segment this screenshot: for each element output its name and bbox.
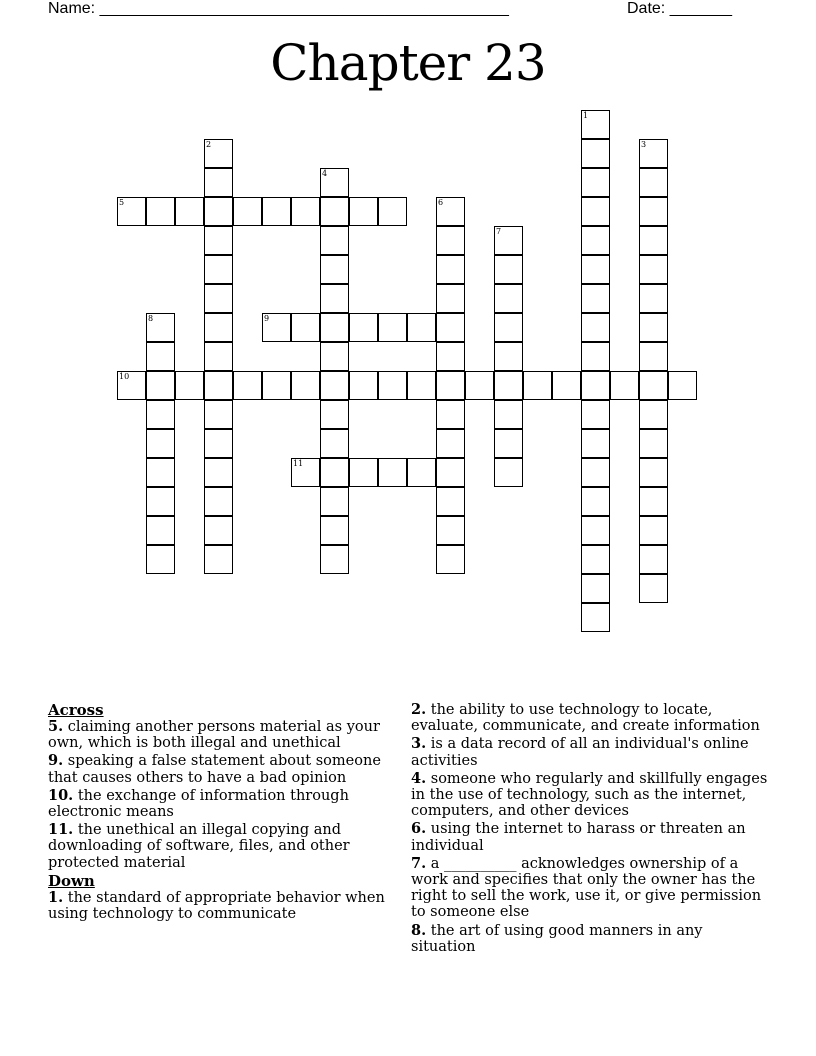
crossword-cell[interactable] bbox=[204, 400, 233, 429]
crossword-cell[interactable] bbox=[146, 197, 175, 226]
clue-down-3 bbox=[411, 736, 771, 768]
crossword-cell[interactable] bbox=[494, 342, 523, 371]
crossword-cell[interactable] bbox=[581, 429, 610, 458]
crossword-cell[interactable] bbox=[291, 458, 320, 487]
crossword-cell[interactable] bbox=[146, 371, 175, 400]
crossword-cell[interactable] bbox=[204, 458, 233, 487]
crossword-cell[interactable] bbox=[320, 545, 349, 574]
crossword-cell[interactable] bbox=[581, 603, 610, 632]
crossword-cell[interactable] bbox=[436, 255, 465, 284]
clue-down-1 bbox=[48, 890, 388, 922]
crossword-cell[interactable] bbox=[349, 313, 378, 342]
clue-text: a __________ acknowledges ownership of a work and specifies that only the owner has the right to sell the work, use it, or give permission to someone else bbox=[411, 855, 762, 921]
clue-number: 7. bbox=[411, 854, 427, 872]
clue-number: 8. bbox=[411, 921, 427, 939]
crossword-cell[interactable] bbox=[320, 371, 349, 400]
down-heading: Down bbox=[48, 871, 95, 890]
crossword-cell[interactable] bbox=[146, 458, 175, 487]
crossword-cell[interactable] bbox=[436, 284, 465, 313]
clue-number: 9. bbox=[48, 752, 64, 770]
crossword-cell[interactable] bbox=[204, 313, 233, 342]
crossword-cell[interactable] bbox=[320, 516, 349, 545]
crossword-cell[interactable] bbox=[581, 110, 610, 139]
crossword-cell[interactable] bbox=[639, 545, 668, 574]
cell-number: 2 bbox=[206, 140, 212, 149]
crossword-cell[interactable] bbox=[320, 429, 349, 458]
crossword-cell[interactable] bbox=[320, 400, 349, 429]
crossword-cell[interactable] bbox=[378, 197, 407, 226]
page-title: Chapter 23 bbox=[270, 34, 546, 92]
clue-number: 6. bbox=[411, 820, 427, 838]
crossword-cell[interactable] bbox=[581, 197, 610, 226]
clue-across-5 bbox=[48, 719, 388, 751]
crossword-cell[interactable] bbox=[233, 371, 262, 400]
crossword-cell[interactable] bbox=[494, 313, 523, 342]
crossword-cell[interactable] bbox=[349, 197, 378, 226]
crossword-cell[interactable] bbox=[175, 197, 204, 226]
crossword-cell[interactable] bbox=[581, 574, 610, 603]
crossword-cell[interactable] bbox=[581, 313, 610, 342]
crossword-cell[interactable] bbox=[378, 371, 407, 400]
crossword-cell[interactable] bbox=[204, 226, 233, 255]
clue-number: 4. bbox=[411, 769, 427, 787]
crossword-cell[interactable] bbox=[204, 371, 233, 400]
crossword-cell[interactable] bbox=[407, 458, 436, 487]
cell-number: 4 bbox=[322, 169, 328, 178]
crossword-cell[interactable] bbox=[407, 313, 436, 342]
crossword-cell[interactable] bbox=[204, 284, 233, 313]
crossword-cell[interactable] bbox=[639, 429, 668, 458]
cell-number: 11 bbox=[293, 459, 304, 468]
clue-down-8 bbox=[411, 923, 771, 955]
crossword-cell[interactable] bbox=[320, 313, 349, 342]
crossword-cell[interactable] bbox=[552, 371, 581, 400]
crossword-cell[interactable] bbox=[146, 313, 175, 342]
crossword-cell[interactable] bbox=[668, 371, 697, 400]
crossword-cell[interactable] bbox=[146, 400, 175, 429]
crossword-cell[interactable] bbox=[639, 284, 668, 313]
crossword-cell[interactable] bbox=[639, 226, 668, 255]
crossword-cell[interactable] bbox=[436, 545, 465, 574]
crossword-cell[interactable] bbox=[639, 313, 668, 342]
crossword-cell[interactable] bbox=[320, 255, 349, 284]
crossword-cell[interactable] bbox=[233, 197, 262, 226]
crossword-cell[interactable] bbox=[581, 139, 610, 168]
clues-right-column bbox=[411, 702, 771, 957]
crossword-cell[interactable] bbox=[204, 197, 233, 226]
crossword-cell[interactable] bbox=[204, 255, 233, 284]
clue-number: 2. bbox=[411, 701, 427, 718]
crossword-cell[interactable] bbox=[291, 313, 320, 342]
crossword-cell[interactable] bbox=[204, 487, 233, 516]
crossword-cell[interactable] bbox=[175, 371, 204, 400]
crossword-cell[interactable] bbox=[146, 545, 175, 574]
crossword-cell[interactable] bbox=[262, 197, 291, 226]
crossword-cell[interactable] bbox=[436, 429, 465, 458]
clue-text: the art of using good manners in any situation bbox=[411, 922, 703, 955]
crossword-cell[interactable] bbox=[581, 226, 610, 255]
cell-number: 7 bbox=[496, 227, 502, 236]
clues-left-column bbox=[48, 702, 388, 924]
crossword-cell[interactable] bbox=[436, 371, 465, 400]
clue-number: 11. bbox=[48, 821, 74, 839]
clue-number: 10. bbox=[48, 786, 74, 804]
across-heading: Across bbox=[48, 701, 104, 719]
crossword-cell[interactable] bbox=[523, 371, 552, 400]
crossword-cell[interactable] bbox=[436, 400, 465, 429]
crossword-cell[interactable] bbox=[204, 342, 233, 371]
cell-number: 9 bbox=[264, 314, 270, 323]
crossword-cell[interactable] bbox=[639, 168, 668, 197]
crossword-cell[interactable] bbox=[436, 313, 465, 342]
clue-number: 5. bbox=[48, 718, 64, 735]
crossword-cell[interactable] bbox=[436, 342, 465, 371]
clue-text: using the internet to harass or threaten an individual bbox=[411, 821, 746, 854]
crossword-cell[interactable] bbox=[320, 342, 349, 371]
crossword-cell[interactable] bbox=[581, 400, 610, 429]
crossword-cell[interactable] bbox=[581, 284, 610, 313]
clue-number: 3. bbox=[411, 735, 427, 753]
crossword-cell[interactable] bbox=[436, 516, 465, 545]
clue-down-7 bbox=[411, 856, 771, 921]
crossword-cell[interactable] bbox=[639, 255, 668, 284]
crossword-cell[interactable] bbox=[581, 487, 610, 516]
crossword-cell[interactable] bbox=[639, 139, 668, 168]
cell-number: 1 bbox=[583, 111, 589, 120]
crossword-cell[interactable] bbox=[320, 487, 349, 516]
crossword-cell[interactable] bbox=[291, 371, 320, 400]
crossword-cell[interactable] bbox=[465, 371, 494, 400]
crossword-cell[interactable] bbox=[146, 487, 175, 516]
crossword-cell[interactable] bbox=[639, 458, 668, 487]
crossword-cell[interactable] bbox=[378, 458, 407, 487]
cell-number: 3 bbox=[641, 140, 647, 149]
cell-number: 6 bbox=[438, 198, 444, 207]
clue-text: is a data record of all an individual's online activities bbox=[411, 736, 749, 769]
crossword-cell[interactable] bbox=[320, 168, 349, 197]
crossword-cell[interactable] bbox=[407, 371, 436, 400]
crossword-cell[interactable] bbox=[378, 313, 407, 342]
crossword-cell[interactable] bbox=[581, 516, 610, 545]
crossword-cell[interactable] bbox=[639, 400, 668, 429]
crossword-cell[interactable] bbox=[146, 429, 175, 458]
crossword-cell[interactable] bbox=[494, 458, 523, 487]
crossword-cell[interactable] bbox=[494, 371, 523, 400]
crossword-cell[interactable] bbox=[146, 516, 175, 545]
clue-across-11 bbox=[48, 822, 388, 871]
crossword-cell[interactable] bbox=[262, 371, 291, 400]
crossword-cell[interactable] bbox=[436, 197, 465, 226]
crossword-cell[interactable] bbox=[146, 342, 175, 371]
crossword-cell[interactable] bbox=[320, 284, 349, 313]
crossword-cell[interactable] bbox=[291, 197, 320, 226]
cell-number: 10 bbox=[119, 372, 130, 381]
clue-text: speaking a false statement about someone that causes others to have a bad opinion bbox=[48, 753, 381, 786]
crossword-cell[interactable] bbox=[494, 255, 523, 284]
crossword-cell[interactable] bbox=[581, 545, 610, 574]
crossword-cell[interactable] bbox=[320, 197, 349, 226]
crossword-cell[interactable] bbox=[639, 342, 668, 371]
crossword-cell[interactable] bbox=[639, 516, 668, 545]
crossword-cell[interactable] bbox=[204, 139, 233, 168]
crossword-cell[interactable] bbox=[581, 371, 610, 400]
clue-down-6 bbox=[411, 821, 771, 853]
crossword-cell[interactable] bbox=[581, 342, 610, 371]
crossword-cell[interactable] bbox=[262, 313, 291, 342]
clue-text: the unethical an illegal copying and downloading of software, files, and other protected material bbox=[48, 822, 350, 871]
crossword-cell[interactable] bbox=[320, 226, 349, 255]
crossword-cell[interactable] bbox=[204, 516, 233, 545]
crossword-cell[interactable] bbox=[494, 400, 523, 429]
crossword-cell[interactable] bbox=[494, 284, 523, 313]
crossword-cell[interactable] bbox=[581, 168, 610, 197]
clue-text: claiming another persons material as your own, which is both illegal and unethical bbox=[48, 719, 380, 752]
crossword-cell[interactable] bbox=[436, 487, 465, 516]
clue-across-9 bbox=[48, 753, 388, 785]
crossword-cell[interactable] bbox=[204, 545, 233, 574]
crossword-cell[interactable] bbox=[581, 458, 610, 487]
crossword-cell[interactable] bbox=[639, 371, 668, 400]
cell-number: 5 bbox=[119, 198, 125, 207]
crossword-cell[interactable] bbox=[320, 458, 349, 487]
crossword-cell[interactable] bbox=[494, 429, 523, 458]
crossword-cell[interactable] bbox=[581, 255, 610, 284]
clue-number: 1. bbox=[48, 888, 64, 906]
crossword-cell[interactable] bbox=[117, 197, 146, 226]
clue-across-10 bbox=[48, 788, 388, 820]
clue-text: the ability to use technology to locate, evaluate, communicate, and create information bbox=[411, 702, 760, 735]
crossword-cell[interactable] bbox=[436, 458, 465, 487]
clue-text: the standard of appropriate behavior when using technology to communicate bbox=[48, 889, 385, 923]
clue-text: someone who regularly and skillfully engages in the use of technology, such as the internet, computers, and other devices bbox=[411, 770, 768, 820]
clue-down-2 bbox=[411, 702, 771, 734]
cell-number: 8 bbox=[148, 314, 154, 323]
name-field[interactable]: Name: ______________________________________________ bbox=[48, 0, 509, 17]
crossword-cell[interactable] bbox=[204, 168, 233, 197]
crossword-cell[interactable] bbox=[639, 197, 668, 226]
crossword-cell[interactable] bbox=[204, 429, 233, 458]
crossword-cell[interactable] bbox=[436, 226, 465, 255]
clue-down-4 bbox=[411, 771, 771, 820]
crossword-cell[interactable] bbox=[639, 574, 668, 603]
crossword-cell[interactable] bbox=[639, 487, 668, 516]
crossword-cell[interactable] bbox=[349, 371, 378, 400]
crossword-cell[interactable] bbox=[610, 371, 639, 400]
crossword-cell[interactable] bbox=[349, 458, 378, 487]
date-field[interactable]: Date: _______ bbox=[627, 0, 732, 17]
clue-text: the exchange of information through electronic means bbox=[48, 787, 349, 821]
crossword-cell[interactable] bbox=[117, 371, 146, 400]
crossword-cell[interactable] bbox=[494, 226, 523, 255]
